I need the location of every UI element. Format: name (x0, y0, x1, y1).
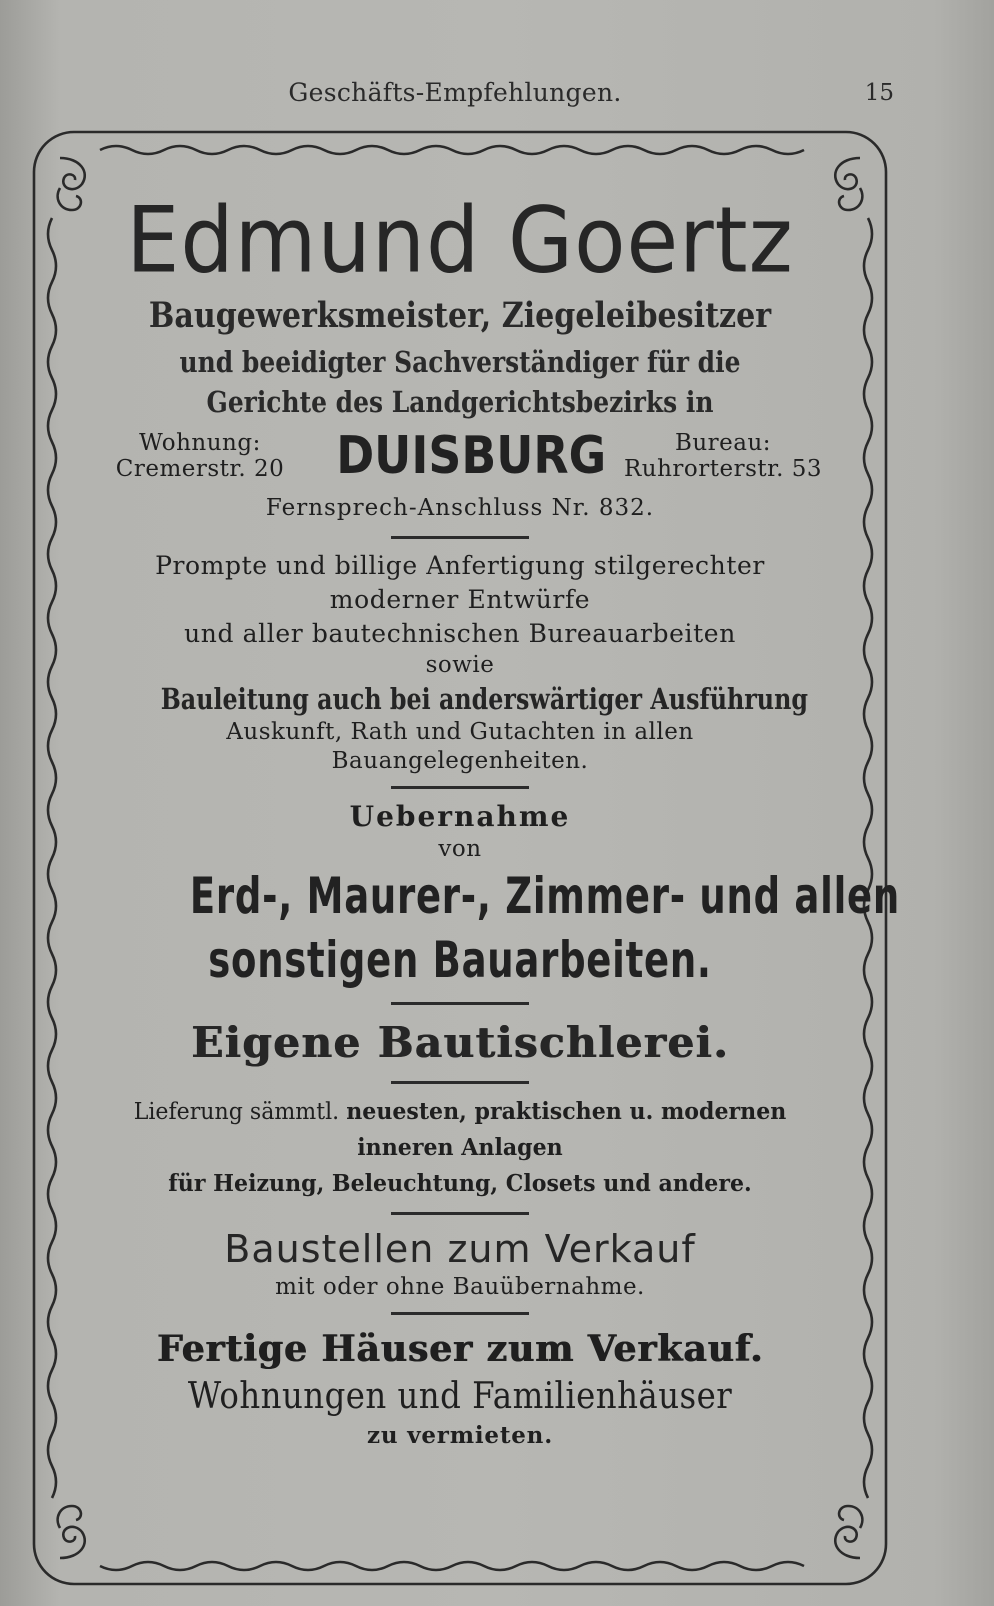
office-label: Bureau: (674, 430, 772, 456)
takeover-title: Uebernahme (349, 800, 571, 833)
divider (391, 786, 529, 789)
supply-line-2-text: inneren Anlagen (357, 1134, 563, 1161)
takeover-line-1: Erd-, Maurer-, Zimmer- und allen (189, 867, 900, 925)
supply-line-2 (110, 1130, 811, 1166)
divider (391, 536, 529, 539)
rentals-line: Wohnungen und Familienhäuser (187, 1376, 733, 1417)
office-block (613, 430, 833, 482)
divider (391, 1212, 529, 1215)
supply-line-1-b: neuesten, praktischen u. modernen (346, 1098, 787, 1125)
takeover-line-2: sonstigen Bauarbeiten. (208, 931, 712, 989)
plots-sub: mit oder ohne Bauübernahme. (275, 1274, 645, 1300)
divider (391, 1312, 529, 1315)
houses-title: Fertige Häuser zum Verkauf. (156, 1328, 764, 1370)
supply-line-1-a: Lieferung sämmtl. (133, 1099, 340, 1125)
takeover-von: von (438, 836, 482, 862)
advertisement (95, 187, 900, 1451)
running-title: Geschäfts-Empfehlungen. (288, 78, 622, 107)
advertiser-name: Edmund Goertz (126, 187, 794, 293)
residence-address: Cremerstr. 20 (115, 456, 285, 482)
plots-title: Baustellen zum Verkauf (224, 1227, 696, 1271)
divider (391, 1081, 529, 1084)
phone-line: Fernsprech-Anschluss Nr. 832. (265, 495, 655, 521)
rentals-sub: zu vermieten. (367, 1422, 553, 1449)
running-header (0, 78, 994, 112)
page-number: 15 (864, 80, 894, 106)
services-line-5: Bauleitung auch bei anderswärtiger Ausführung (160, 682, 809, 716)
address-row (95, 426, 825, 490)
joinery-title: Eigene Bautischlerei. (191, 1018, 729, 1067)
supply-line-3 (110, 1166, 811, 1202)
sworn-expert-line-1: und beeidigter Sachverständiger für die (179, 345, 741, 379)
office-address: Ruhrorterstr. 53 (623, 456, 823, 482)
profession-line: Baugewerksmeister, Ziegeleibesitzer (148, 295, 772, 336)
services-line-3: und aller bautechnischen Bureauarbeiten (184, 619, 736, 648)
divider (391, 1002, 529, 1005)
services-line-2: moderner Entwürfe (329, 585, 591, 614)
residence-label: Wohnung: (139, 430, 261, 456)
services-line-1: Prompte und billige Anfertigung stilgerechter (155, 551, 765, 580)
services-line-7: Bauangelegenheiten. (331, 748, 589, 774)
residence-block (95, 430, 305, 482)
services-line-6: Auskunft, Rath und Gutachten in allen (226, 719, 694, 745)
city-name: DUISBURG (336, 426, 607, 486)
supply-line-3-text: für Heizung, Beleuchtung, Closets und andere. (168, 1170, 752, 1197)
services-line-4: sowie (425, 652, 495, 678)
supply-line-1 (110, 1094, 811, 1130)
sworn-expert-line-2: Gerichte des Landgerichtsbezirks in (206, 385, 714, 419)
